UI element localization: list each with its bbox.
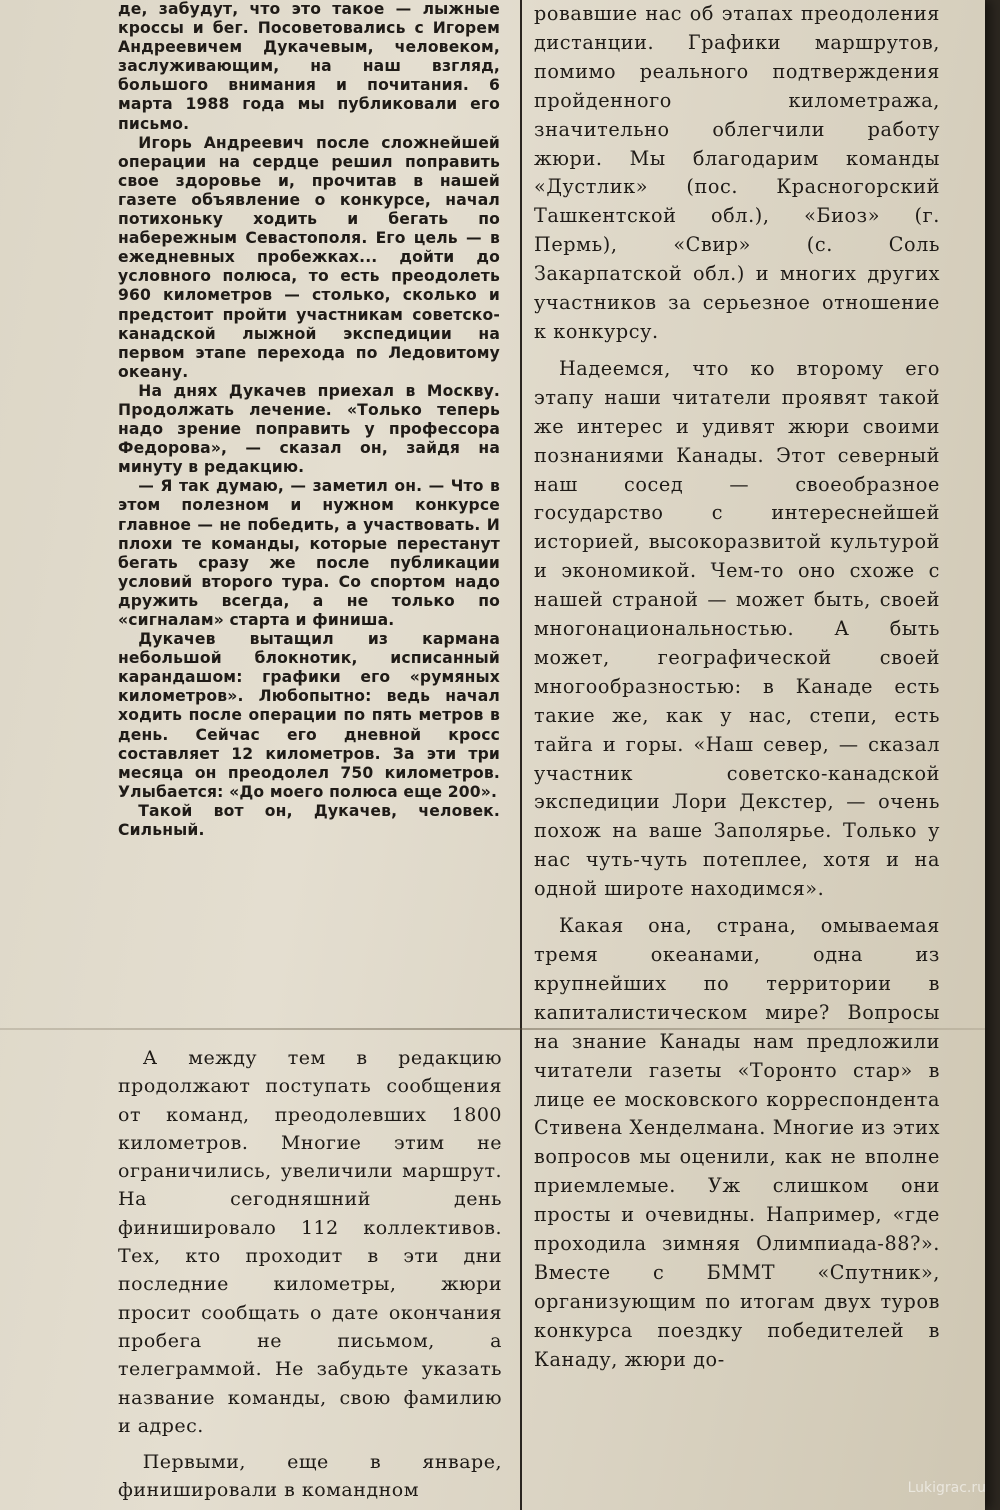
paragraph: ровавшие нас об этапах преодоления дистанции. Графики маршрутов, помимо реального подтверждения пройденного километража, значительно облегчили работу жюри. Мы благодарим команды «Дустлик» (пос. Красногорский Ташкентской обл.), «Биоз» (г. Пермь), «Свир» (с. Соль Закарпатской обл.) и многих других участников за серьезное отношение к конкурсу. [534,2,940,343]
paragraph: Какая она, страна, омываемая тремя океанами, одна из крупнейших по территории в капиталистическом мире? Вопросы на знание Канады нам предложили читатели газеты «Торонто стар» в лице ее московского корреспондента Стивена Хенделмана. Многие из этих вопросов мы оценили, как не вполне приемлемые. Уж слишком они просты и очевидны. Например, «где проходила зимняя Олимпиада-88?». Вместе с БММТ «Спутник», организующим по итогам двух туров конкурса поездку победителей в Канаду, жюри до- [534,914,940,1371]
paragraph: Надеемся, что ко второму его этапу наши читатели проявят такой же интерес и удивят жюри своими познаниями Канады. Этот северный наш сосед — своеобразное государство с интереснейшей историей, высокоразвитой культурой и экономикой. Чем-то оно схоже с нашей страной — может быть, своей многонациональностью. А быть может, географической своей многообразностью: в Канаде есть такие же, как у нас, степи, есть тайга и горы. «Наш север, — сказал участник советско-канадской экспедиции Лори Декстер, — очень похож на ваше Заполярье. Только у нас чуть-чуть потеплее, хотя и на одной широте находимся». [534,356,940,901]
paragraph: — Я так думаю, — заметил он. — Что в этом полезном и нужном конкурсе главное — не победить, а участвовать. И плохи те команды, которые перестанут бегать сразу же после публикации условий второго тура. Со спортом надо дружить всегда, а не только по «сигналам» старта и финиша. [118,477,500,629]
paragraph: де, забудут, что это такое — лыжные кроссы и бег. Посоветовались с Игорем Андреевичем Дукачевым, человеком, заслуживающим, на наш взгляд, большого внимания и почитания. 6 марта 1988 года мы публиковали его письмо. [118,0,500,133]
left-column-bottom [118,1044,502,1505]
left-column-top [118,0,500,840]
paragraph: Первыми, еще в январе, финишировали в командном [118,1451,502,1502]
paragraph: На днях Дукачев приехал в Москву. Продолжать лечение. «Только теперь надо зрение поправить у профессора Федорова», — сказал он, зайдя на минуту в редакцию. [118,381,500,477]
site-watermark: Lukigrac.ru [907,1480,986,1496]
paragraph: Дукачев вытащил из кармана небольшой блокнотик, исписанный карандашом: графики его «румяных километров». Любопытно: ведь начал ходить после операции по пять метров в день. Сейчас его дневной кросс составляет 12 километров. За эти три месяца он преодолел 750 километров. Улыбается: «До моего полюса еще 200». [118,630,500,801]
right-column [534,0,940,1375]
paragraph: А между тем в редакцию продолжают поступать сообщения от команд, преодолевших 1800 километров. Многие этим не ограничились, увеличили маршрут. На сегодняшний день финишировало 112 коллективов. Тех, кто проходит в эти дни последние километры, жюри просит сообщать о дате окончания пробега не письмом, а телеграммой. Не забудьте указать название команды, свою фамилию и адрес. [118,1047,502,1437]
paragraph: Игорь Андреевич после сложнейшей операции на сердце решил поправить свое здоровье и, прочитав в нашей газете объявление о конкурсе, начал потихоньку ходить и бегать по набережным Севастополя. Его цель — в ежедневных пробежках... дойти до условного полюса, то есть преодолеть 960 километров — столько, сколько и предстоит пройти участникам советско-канадской лыжной экспедиции на первом этапе перехода по Ледовитому океану. [118,133,500,381]
paragraph: Такой вот он, Дукачев, человек. Сильный. [118,801,500,840]
column-rule [520,0,522,1510]
